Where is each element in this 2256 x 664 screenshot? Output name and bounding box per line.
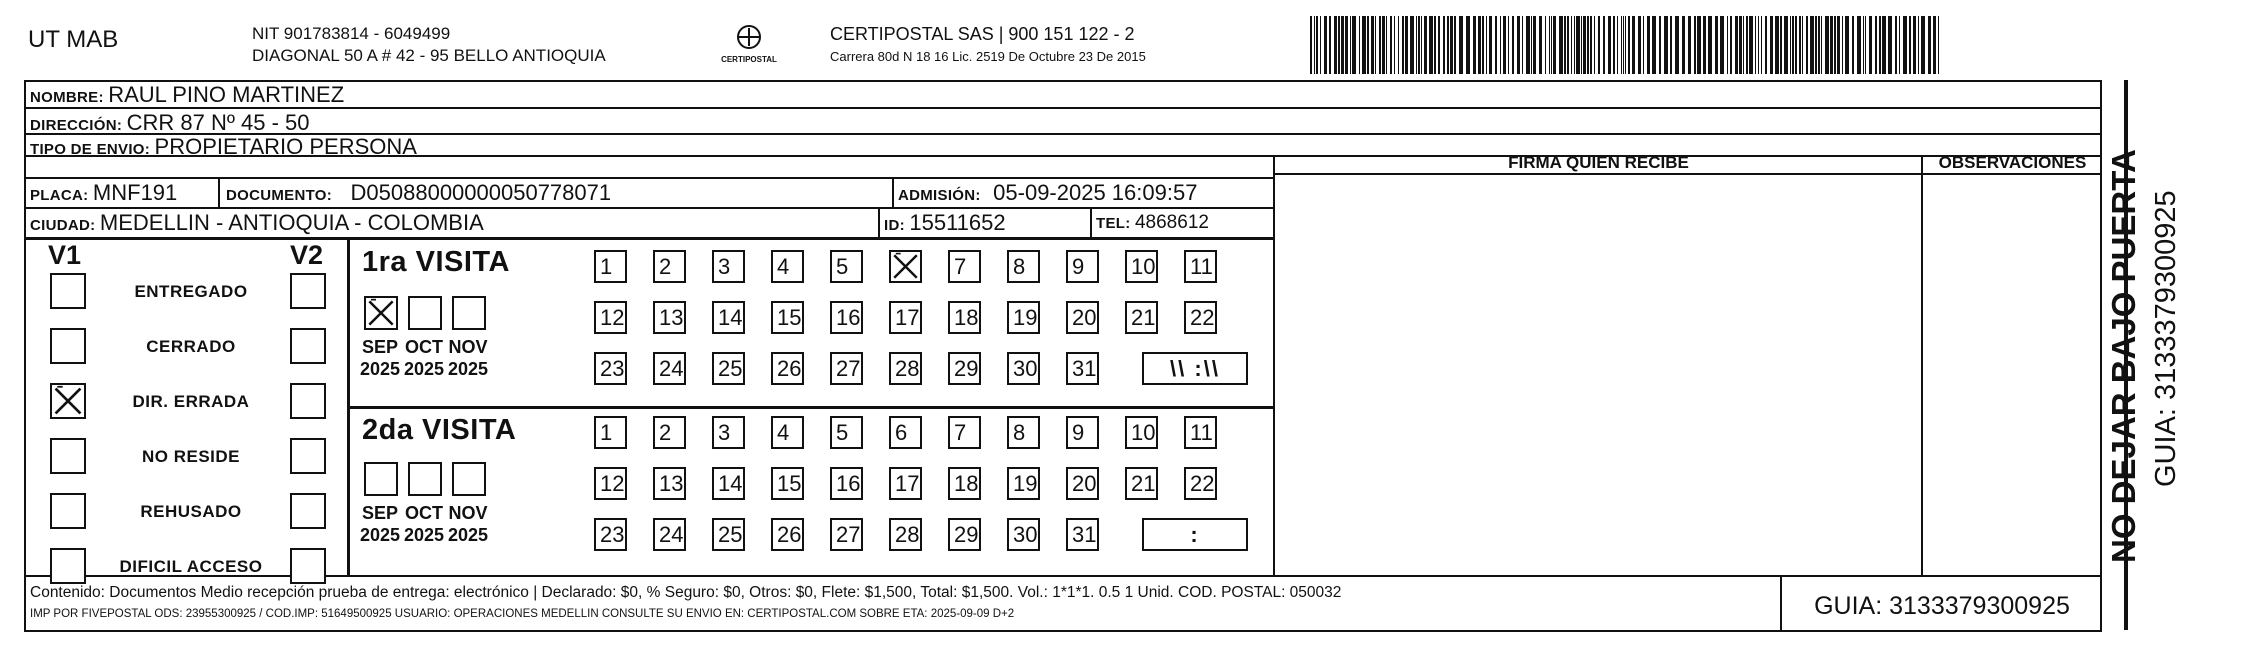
second-visit-day-box[interactable]: 21 xyxy=(1125,467,1158,500)
second-visit-day-box[interactable]: 28 xyxy=(889,518,922,551)
first-visit-month-label xyxy=(356,336,404,380)
tipo-value: PROPIETARIO PERSONA xyxy=(154,134,417,159)
first-visit-day-box[interactable]: 29 xyxy=(948,352,981,385)
footer-guia: GUIA: 3133379300925 xyxy=(1814,592,2070,620)
month-name: OCT xyxy=(405,337,443,357)
side-guia: GUIA: 3133379300925 xyxy=(2150,190,2182,487)
courier-license: Carrera 80d N 18 16 Lic. 2519 De Octubre 23 De 2015 xyxy=(830,49,1146,64)
v1-checkbox[interactable] xyxy=(50,328,86,364)
first-visit-day-box[interactable]: 19 xyxy=(1007,301,1040,334)
first-visit-day-box[interactable]: 15 xyxy=(771,301,804,334)
second-visit-day-box[interactable]: 8 xyxy=(1007,416,1040,449)
ciudad-label: CIUDAD: xyxy=(30,217,96,234)
admision-value: 05-09-2025 16:09:57 xyxy=(993,180,1198,205)
status-reason-label: ENTREGADO xyxy=(134,282,248,301)
v1-checkbox[interactable] xyxy=(50,438,86,474)
v1-header: V1 xyxy=(48,240,82,270)
first-visit-day-box[interactable]: 30 xyxy=(1007,352,1040,385)
second-visit-day-box[interactable]: 10 xyxy=(1125,416,1158,449)
first-visit-day-box[interactable]: 4 xyxy=(771,250,804,283)
month-year: 2025 xyxy=(447,525,489,545)
ciudad-value: MEDELLIN - ANTIOQUIA - COLOMBIA xyxy=(99,210,484,235)
ciudad-row xyxy=(30,210,484,236)
footer-imp: IMP POR FIVEPOSTAL ODS: 23955300925 / COD.IMP: 51649500925 USUARIO: OPERACIONES MEDELLIN CONSULTE SU ENVIO EN: CERTIPOSTAL.COM SOBRE ETA: 2025-09-09 D+2 xyxy=(30,608,1015,620)
first-visit-month-label xyxy=(400,336,448,380)
month-year: 2025 xyxy=(359,525,401,545)
second-visit-title: 2da VISITA xyxy=(362,414,517,446)
observaciones-header: OBSERVACIONES xyxy=(1938,153,2087,172)
first-visit-day-box[interactable]: 22 xyxy=(1184,301,1217,334)
first-visit-day-box[interactable]: 21 xyxy=(1125,301,1158,334)
first-visit-day-box[interactable]: 27 xyxy=(830,352,863,385)
direccion-value: CRR 87 Nº 45 - 50 xyxy=(126,110,310,135)
first-visit-day-box[interactable]: 7 xyxy=(948,250,981,283)
second-visit-day-box[interactable]: 2 xyxy=(653,416,686,449)
first-visit-day-box[interactable]: 5 xyxy=(830,250,863,283)
second-visit-month-label xyxy=(356,502,404,546)
id-label: ID: xyxy=(884,217,905,234)
second-visit-day-box[interactable]: 17 xyxy=(889,467,922,500)
second-visit-day-box[interactable]: 26 xyxy=(771,518,804,551)
second-visit-day-box[interactable]: 5 xyxy=(830,416,863,449)
second-visit-day-box[interactable]: 15 xyxy=(771,467,804,500)
second-visit-day-box[interactable]: 31 xyxy=(1066,518,1099,551)
month-name: OCT xyxy=(405,503,443,523)
second-visit-day-box[interactable]: 16 xyxy=(830,467,863,500)
month-year: 2025 xyxy=(359,359,401,379)
month-name: NOV xyxy=(448,503,488,523)
nombre-row xyxy=(30,82,344,108)
first-visit-day-box[interactable]: 9 xyxy=(1066,250,1099,283)
first-visit-day-box[interactable]: 24 xyxy=(653,352,686,385)
admision-label: ADMISIÓN: xyxy=(898,187,981,204)
barcode xyxy=(1310,16,1946,74)
second-visit-day-box[interactable]: 30 xyxy=(1007,518,1040,551)
nombre-value: RAUL PINO MARTINEZ xyxy=(108,82,345,107)
first-visit-day-box[interactable]: 31 xyxy=(1066,352,1099,385)
logo-text: CERTIPOSTAL xyxy=(721,55,777,64)
first-visit-title: 1ra VISITA xyxy=(362,246,510,278)
month-year: 2025 xyxy=(403,525,445,545)
v1-checkbox[interactable] xyxy=(50,273,86,309)
tel-label: TEL: xyxy=(1096,215,1131,232)
month-name: NOV xyxy=(448,337,488,357)
tipo-label: TIPO DE ENVIO: xyxy=(30,141,151,158)
documento-value: D05088000000050778071 xyxy=(350,180,612,205)
check-x-icon xyxy=(52,385,84,417)
second-visit-day-box[interactable]: 24 xyxy=(653,518,686,551)
first-visit-day-box[interactable]: 12 xyxy=(594,301,627,334)
first-visit-day-box[interactable]: 23 xyxy=(594,352,627,385)
status-reason-label: NO RESIDE xyxy=(141,447,241,466)
second-visit-day-box[interactable]: 6 xyxy=(889,416,922,449)
first-visit-month-box[interactable] xyxy=(364,296,398,330)
second-visit-day-box[interactable]: 14 xyxy=(712,467,745,500)
v1-checkbox[interactable] xyxy=(50,493,86,529)
second-visit-day-box[interactable]: 29 xyxy=(948,518,981,551)
second-visit-month-label xyxy=(400,502,448,546)
second-visit-day-box[interactable]: 11 xyxy=(1184,416,1217,449)
first-visit-day-box[interactable]: 20 xyxy=(1066,301,1099,334)
first-visit-day-box[interactable]: 8 xyxy=(1007,250,1040,283)
v2-checkbox[interactable] xyxy=(290,438,326,474)
month-name: SEP xyxy=(361,503,399,523)
month-year: 2025 xyxy=(447,359,489,379)
first-visit-day-box[interactable]: 16 xyxy=(830,301,863,334)
v1-checkbox[interactable] xyxy=(50,548,86,584)
status-reason-label: DIFICIL ACCESO xyxy=(119,557,263,576)
direccion-label: DIRECCIÓN: xyxy=(30,117,123,134)
id-row xyxy=(884,210,1006,236)
month-year: 2025 xyxy=(403,359,445,379)
second-visit-day-box[interactable]: 9 xyxy=(1066,416,1099,449)
first-visit-day-box[interactable]: 14 xyxy=(712,301,745,334)
documento-row xyxy=(226,180,611,206)
id-value: 15511652 xyxy=(909,210,1006,235)
second-visit-day-box[interactable]: 23 xyxy=(594,518,627,551)
first-visit-day-box[interactable]: 10 xyxy=(1125,250,1158,283)
first-visit-time-box[interactable]: \\ :\\ xyxy=(1142,352,1248,385)
second-visit-day-box[interactable]: 27 xyxy=(830,518,863,551)
tel-row xyxy=(1096,212,1209,234)
firma-header: FIRMA QUIEN RECIBE xyxy=(1508,153,1689,172)
month-name: SEP xyxy=(361,337,399,357)
direccion-row xyxy=(30,110,310,136)
footer-contenido: Contenido: Documentos Medio recepción prueba de entrega: electrónico | Declarado: $0, % Seguro: $0, Otros: $0, Flete: $1,500, Total: $1,500. Vol.: 1*1*1. 0.5 1 Unid. COD. POSTAL: 050032 xyxy=(30,584,1342,601)
certipostal-logo xyxy=(706,24,792,68)
first-visit-day-box[interactable]: 17 xyxy=(889,301,922,334)
first-visit-day-box[interactable]: 26 xyxy=(771,352,804,385)
tel-value: 4868612 xyxy=(1134,212,1209,233)
second-visit-day-box[interactable]: 12 xyxy=(594,467,627,500)
v2-checkbox[interactable] xyxy=(290,548,326,584)
first-visit-day-box[interactable]: 13 xyxy=(653,301,686,334)
v2-checkbox[interactable] xyxy=(290,493,326,529)
second-visit-day-box[interactable]: 13 xyxy=(653,467,686,500)
second-visit-day-box[interactable]: 20 xyxy=(1066,467,1099,500)
check-x-icon xyxy=(366,298,396,328)
second-visit-month-box[interactable] xyxy=(452,462,486,496)
side-warning: NO DEJAR BAJO PUERTA xyxy=(2105,149,2142,563)
v2-checkbox[interactable] xyxy=(290,328,326,364)
second-visit-day-box[interactable]: 7 xyxy=(948,416,981,449)
first-visit-month-box[interactable] xyxy=(452,296,486,330)
second-visit-month-box[interactable] xyxy=(364,462,398,496)
second-visit-day-box[interactable]: 18 xyxy=(948,467,981,500)
admision-row xyxy=(898,180,1197,206)
second-visit-month-box[interactable] xyxy=(408,462,442,496)
placa-row xyxy=(30,180,177,206)
first-visit-day-box[interactable]: 3 xyxy=(712,250,745,283)
first-visit-day-box[interactable] xyxy=(889,250,922,283)
v2-checkbox[interactable] xyxy=(290,383,326,419)
status-reason-label: REHUSADO xyxy=(140,502,242,521)
documento-label: DOCUMENTO: xyxy=(226,187,333,204)
v2-header: V2 xyxy=(290,240,324,270)
company-name: UT MAB xyxy=(28,26,119,53)
first-visit-month-label xyxy=(444,336,492,380)
first-visit-day-box[interactable]: 1 xyxy=(594,250,627,283)
first-visit-day-box[interactable]: 2 xyxy=(653,250,686,283)
logo-icon xyxy=(729,24,769,50)
second-visit-day-box[interactable]: 25 xyxy=(712,518,745,551)
nombre-label: NOMBRE: xyxy=(30,89,104,106)
v2-checkbox[interactable] xyxy=(290,273,326,309)
courier-name: CERTIPOSTAL SAS | 900 151 122 - 2 xyxy=(830,24,1135,44)
placa-value: MNF191 xyxy=(92,180,178,205)
first-visit-day-box[interactable]: 18 xyxy=(948,301,981,334)
v1-checkbox[interactable] xyxy=(50,383,86,419)
second-visit-day-box[interactable]: 1 xyxy=(594,416,627,449)
first-visit-day-box[interactable]: 28 xyxy=(889,352,922,385)
second-visit-time-box[interactable]: : xyxy=(1142,518,1248,551)
second-visit-month-label xyxy=(444,502,492,546)
placa-label: PLACA: xyxy=(30,187,89,204)
first-visit-month-box[interactable] xyxy=(408,296,442,330)
first-visit-day-box[interactable]: 25 xyxy=(712,352,745,385)
second-visit-day-box[interactable]: 19 xyxy=(1007,467,1040,500)
company-address: DIAGONAL 50 A # 42 - 95 BELLO ANTIOQUIA xyxy=(252,46,606,65)
company-nit: NIT 901783814 - 6049499 xyxy=(252,24,451,43)
second-visit-day-box[interactable]: 4 xyxy=(771,416,804,449)
tipo-row xyxy=(30,134,417,160)
status-reason-label: CERRADO xyxy=(146,337,236,356)
first-visit-day-box[interactable]: 11 xyxy=(1184,250,1217,283)
second-visit-day-box[interactable]: 22 xyxy=(1184,467,1217,500)
check-x-icon xyxy=(891,252,920,281)
status-reason-label: DIR. ERRADA xyxy=(132,392,250,411)
second-visit-day-box[interactable]: 3 xyxy=(712,416,745,449)
